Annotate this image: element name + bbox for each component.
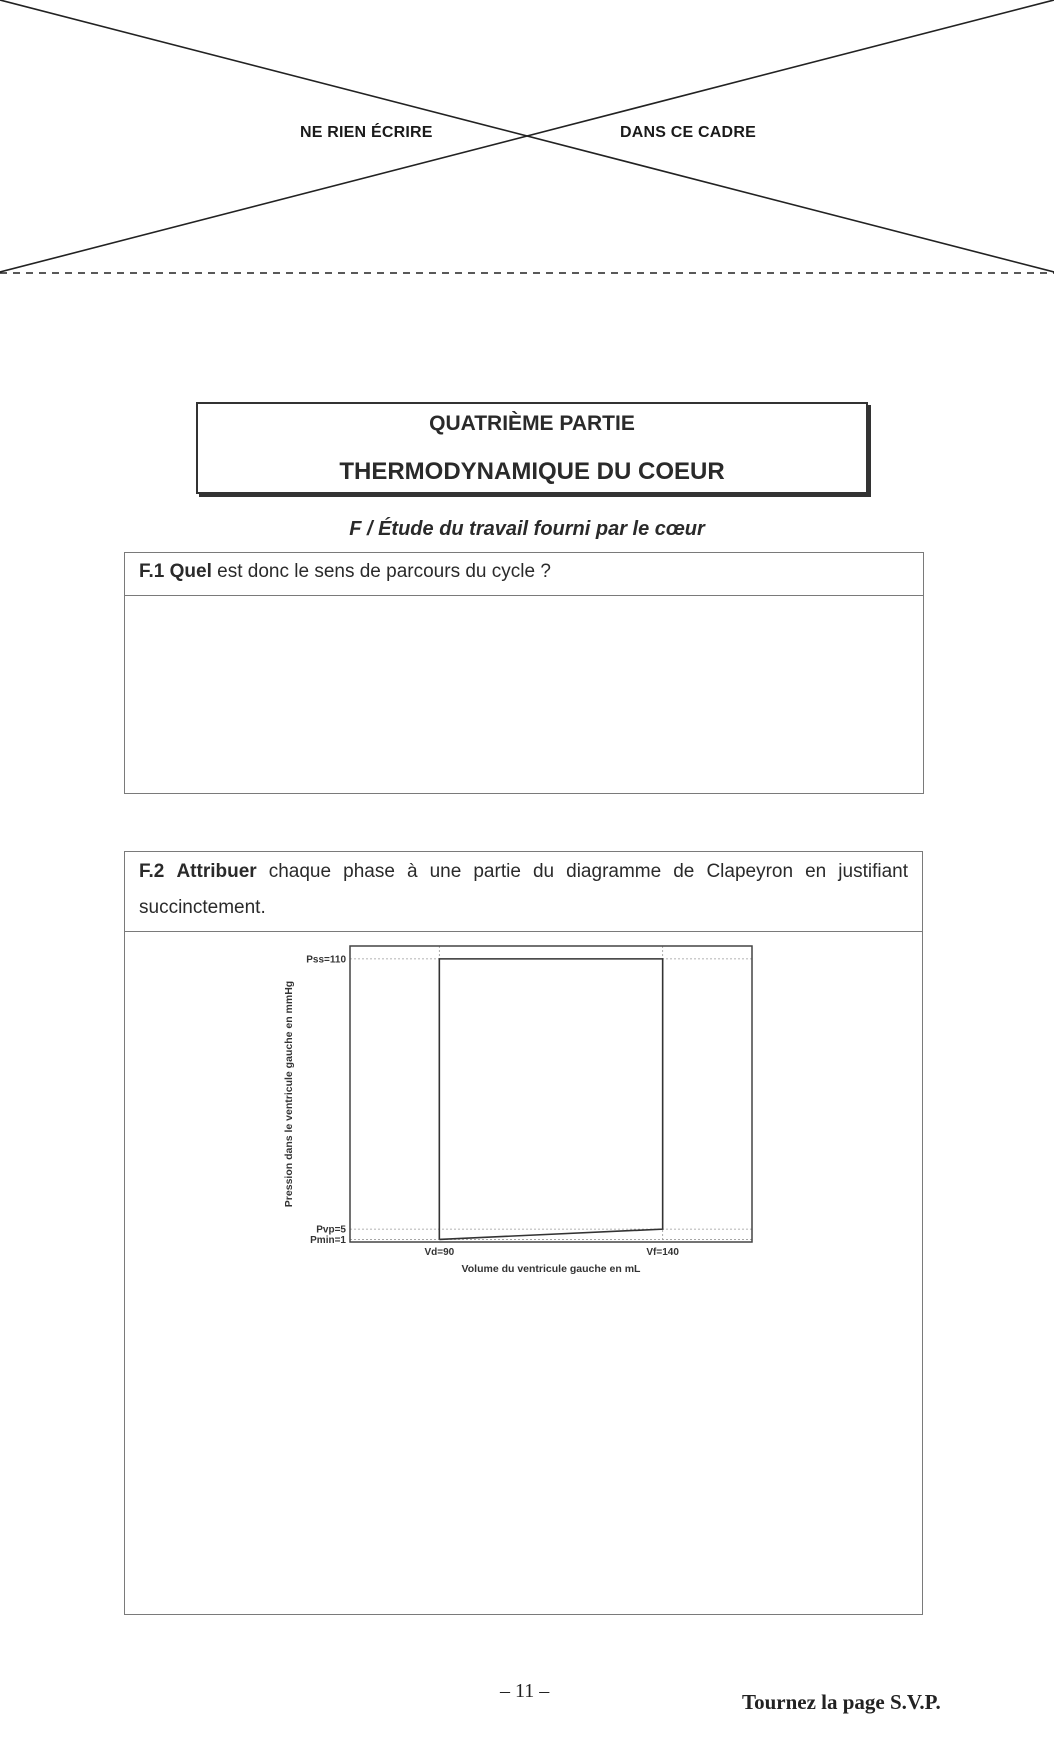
question-f1-keyword: Quel [169,561,212,582]
page-number: – 11 – [500,1680,550,1702]
cycle-layer [439,959,662,1240]
part-title-box [196,402,868,494]
plot-frame [350,946,752,1242]
question-f1-box [124,552,924,794]
part-label: QUATRIÈME PARTIE [429,412,635,435]
part-subject: THERMODYNAMIQUE DU COEUR [339,458,725,485]
answer-area-f1[interactable] [125,597,923,793]
no-write-label-left: NE RIEN ÉCRIRE [300,124,433,141]
section-heading: F / Étude du travail fourni par le cœur [349,518,705,540]
y-tick-label: Pvp=5 [316,1224,346,1236]
question-f2-id: F.2 [139,861,165,882]
question-f1-text [125,553,923,591]
tick-labels [306,954,679,1258]
turn-page-note: Tournez la page S.V.P. [742,1690,941,1714]
question-f2-keyword: Attribuer [176,861,257,882]
question-f2-body: chaque phase à une partie du diagramme de Clapeyron en justifiant succinctement. [139,861,909,918]
question-f1-body: est donc le sens de parcours du cycle ? [211,561,551,582]
x-tick-label: Vf=140 [646,1247,679,1258]
y-tick-label: Pss=110 [306,954,346,966]
clapeyron-diagram [270,940,770,1280]
cycle-path [439,959,662,1240]
grid-lines [350,946,752,1242]
y-tick-label: Pmin=1 [310,1234,346,1246]
question-f2-text [125,852,922,926]
question-f1-id: F.1 [139,561,165,582]
no-write-label-right: DANS CE CADRE [620,124,756,141]
no-write-zone [0,0,1054,280]
question-f1-header [125,553,923,596]
x-axis-label: Volume du ventricule gauche en mL [461,1263,641,1275]
question-f2-header [125,852,922,932]
y-axis-label: Pression dans le ventricule gauche en mmHg [283,980,295,1208]
x-tick-label: Vd=90 [424,1247,455,1258]
